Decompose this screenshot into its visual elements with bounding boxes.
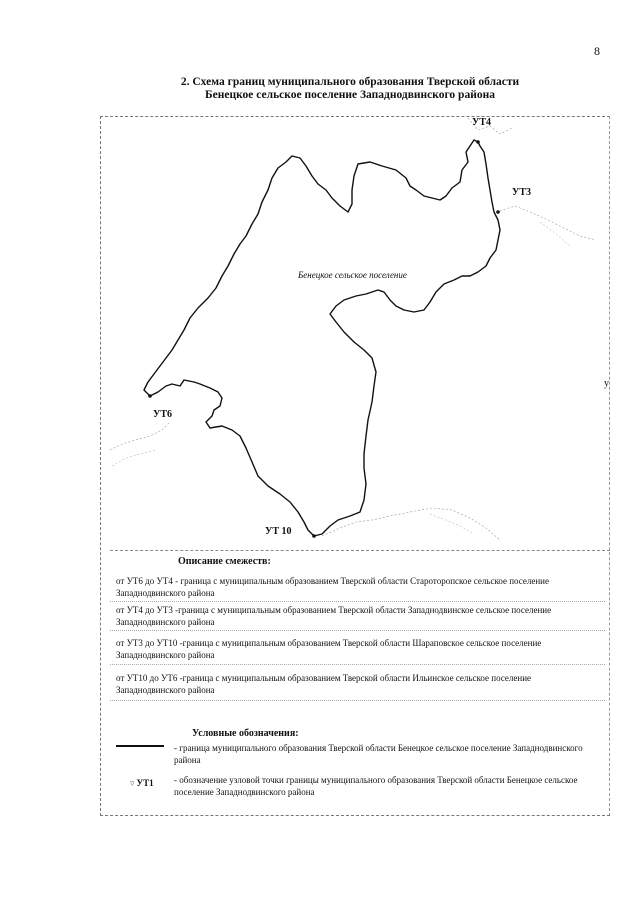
node-label-ut3: УТ3: [512, 187, 532, 198]
adjacency-item-4: от УТ10 до УТ6 -граница с муниципальным образованием Тверской области Ильинское сельское поселение Западнодвинского района: [116, 673, 532, 695]
page-number: 8: [594, 44, 600, 58]
legend-title: Условные обозначения:: [192, 728, 299, 739]
adjacency-item-1: от УТ6 до УТ4 - граница с муниципальным образованием Тверской области Староторопское сельское поселение Западнодвинского района: [116, 576, 549, 598]
legend-boundary-text: - граница муниципального образования Тверской области Бенецкое сельское поселение Западнодвинского района: [174, 743, 583, 765]
adjacency-title: Описание смежеств:: [178, 556, 271, 567]
map-frame-bottom: [110, 550, 610, 551]
settlement-boundary: [144, 140, 500, 536]
neighbor-boundary-west-2: [112, 450, 156, 466]
node-marker-ut10: [312, 534, 316, 538]
boundary-map: [100, 116, 610, 550]
node-label-ut6: УТ6: [153, 409, 173, 420]
settlement-label: Бенецкое сельское поселение: [298, 270, 407, 280]
node-label-ut4: УТ4: [472, 117, 492, 128]
adjacency-item-3: от УТ3 до УТ10 -граница с муниципальным образованием Тверской области Шараповское сельское поселение Западнодвинского района: [116, 638, 542, 660]
frame-bottom-border: [100, 815, 610, 816]
separator: [110, 630, 605, 631]
node-marker-ut3: [496, 210, 500, 214]
separator: [110, 601, 605, 602]
neighbor-boundary-west: [110, 422, 170, 450]
node-triangle-icon: ▿: [130, 778, 135, 788]
node-marker-ut6: [148, 394, 152, 398]
separator: [110, 664, 605, 665]
page-title: [150, 76, 550, 102]
neighbor-boundary-east-2: [540, 222, 570, 246]
node-marker-ut4: [476, 140, 480, 144]
node-label-ut10: УТ 10: [265, 526, 292, 537]
neighbor-boundary-east: [496, 206, 596, 240]
adjacency-item-2: от УТ4 до УТ3 -граница с муниципальным образованием Тверской области Западнодвинское сельское поселение Западнодвинского района: [116, 605, 552, 627]
legend-node-text: - обозначение узловой точки границы муниципального образования Тверской области Бенецкое сельское поселение Западнодвинского района: [174, 775, 578, 797]
legend-node-symbol: [130, 778, 154, 789]
title-line-1: 2. Схема границ муниципального образования Тверской области: [180, 76, 520, 88]
legend-boundary-line-sample: [116, 745, 164, 747]
separator: [110, 700, 605, 701]
legend-node-label: УТ1: [136, 778, 154, 788]
neighbor-boundary-south-2: [430, 514, 474, 534]
map-edge-mark: у: [604, 378, 609, 389]
title-line-2: Бенецкое сельское поселение Западнодвинского района: [205, 89, 495, 101]
neighbor-boundary-south: [322, 508, 500, 540]
